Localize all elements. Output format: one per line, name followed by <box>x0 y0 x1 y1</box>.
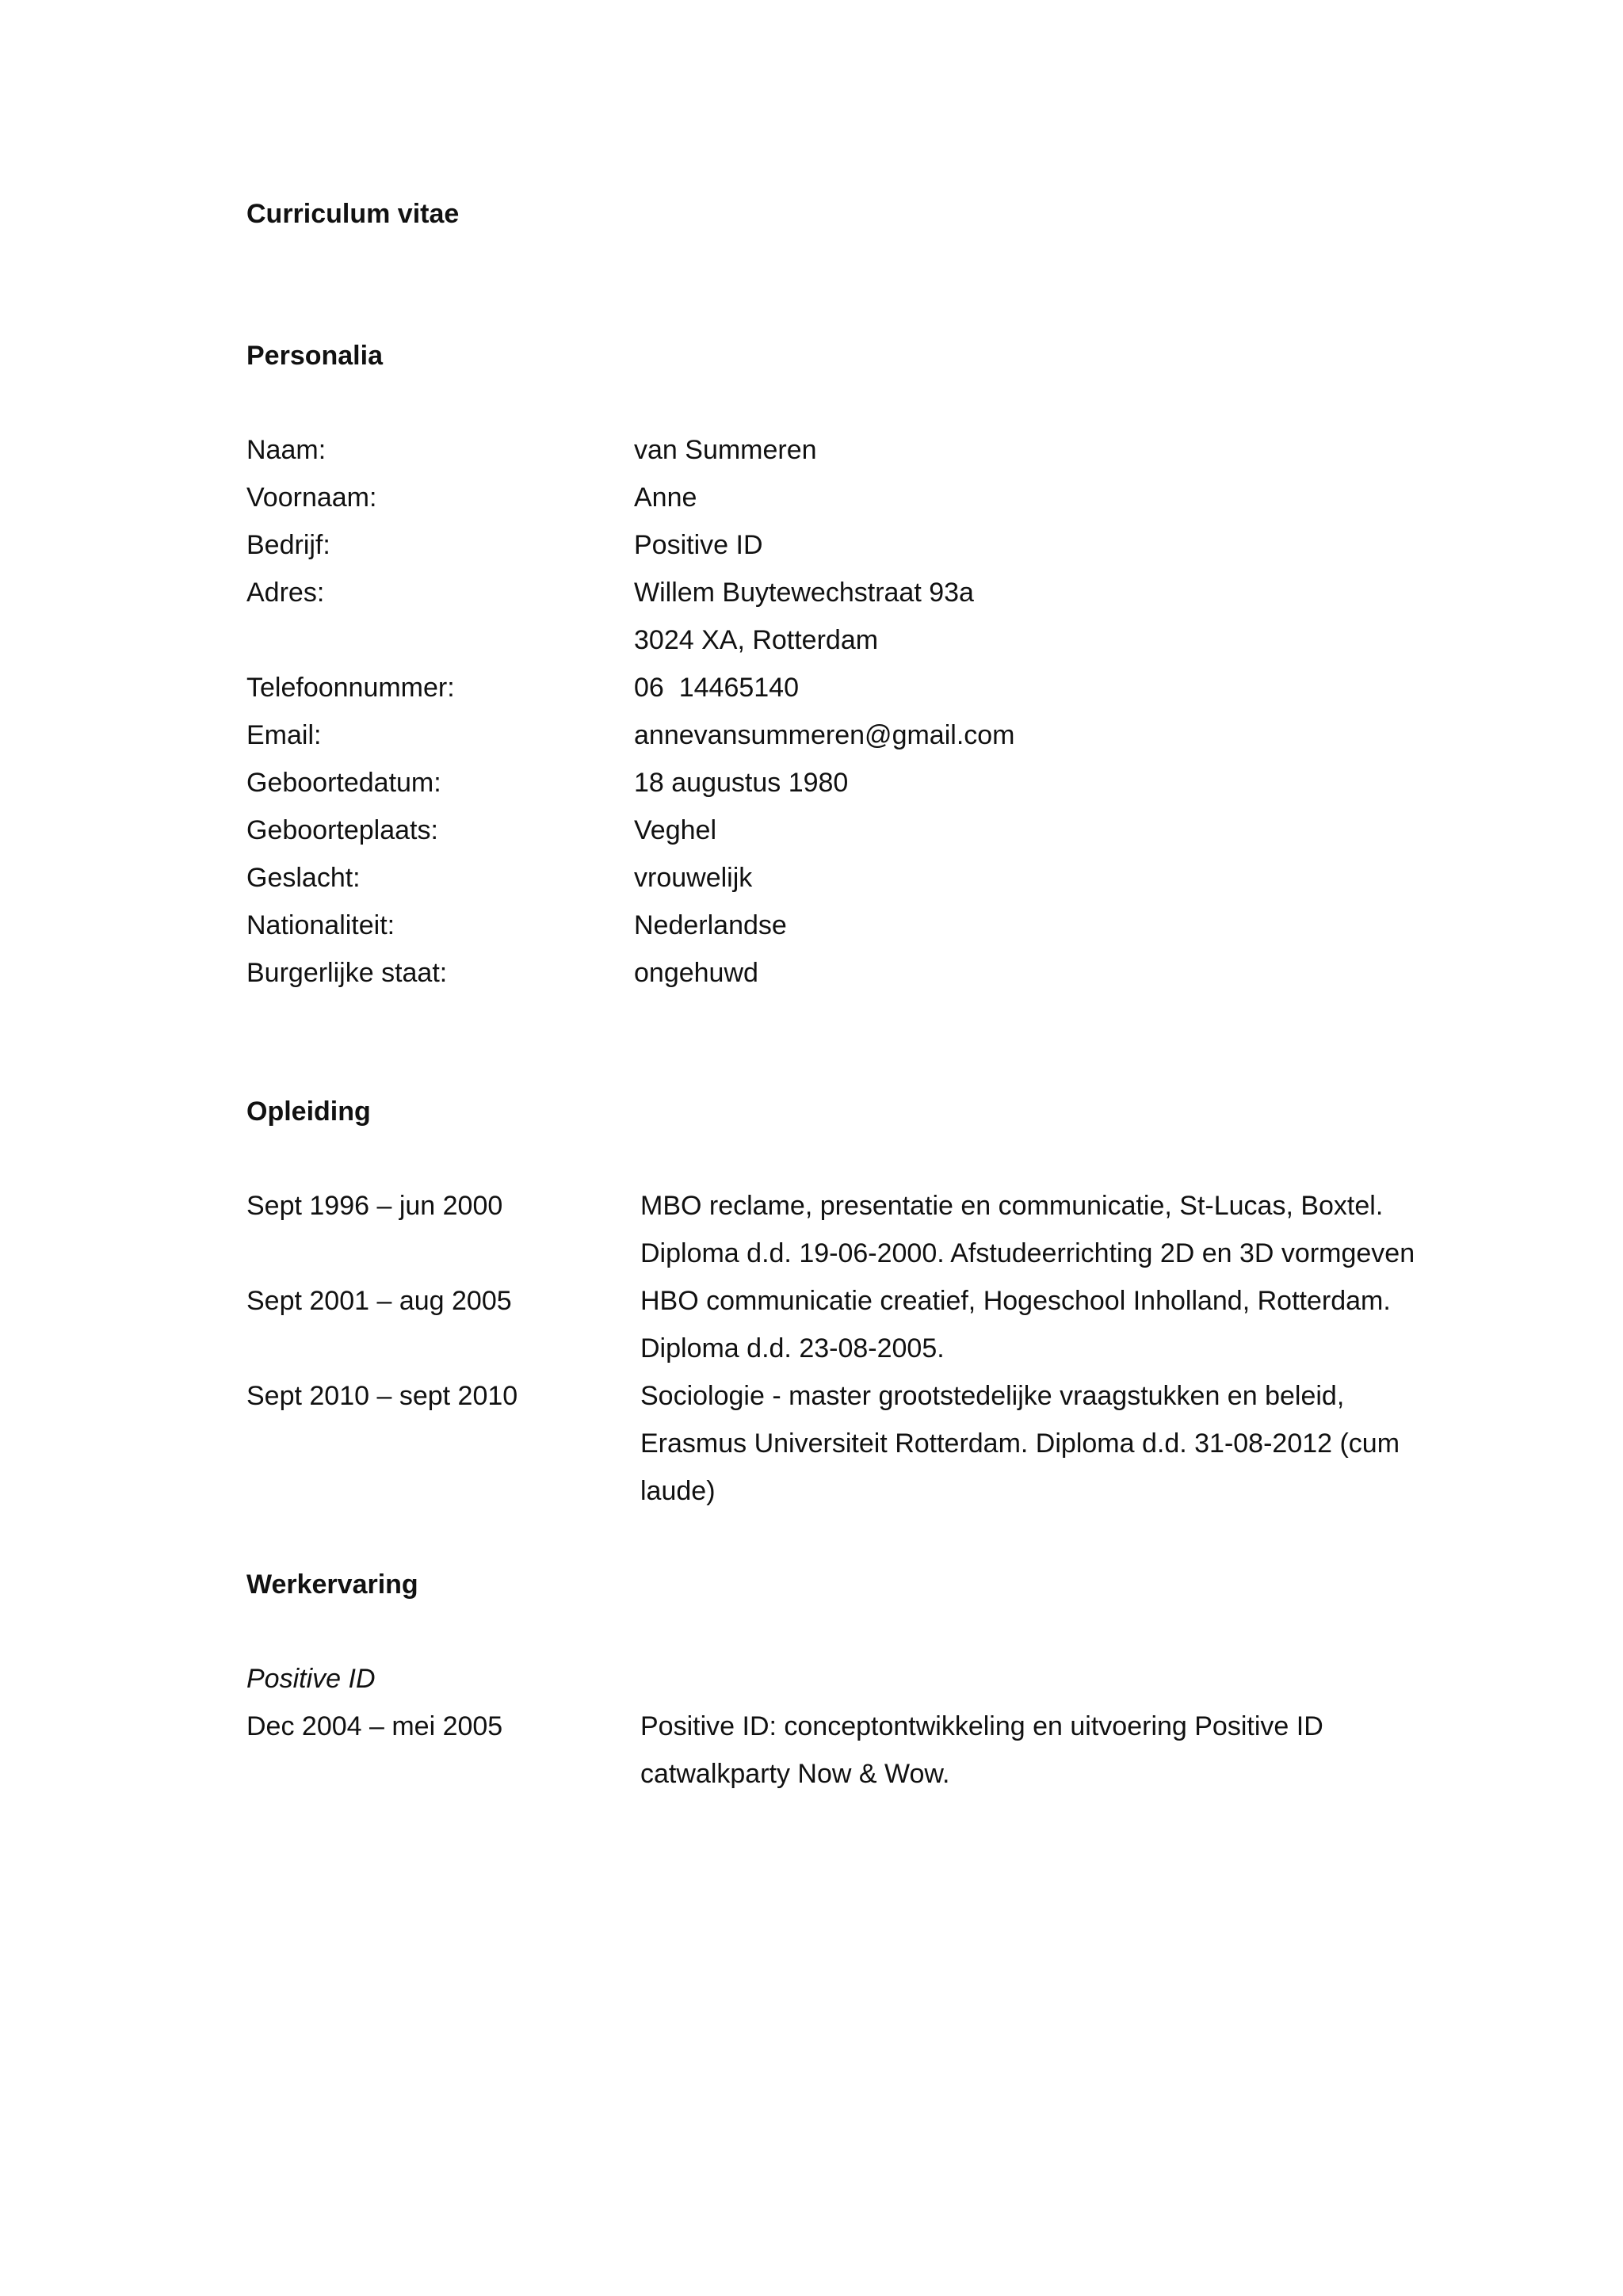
personalia-value: van Summeren <box>634 435 817 465</box>
personalia-value: Nederlandse <box>634 910 787 940</box>
personalia-label: Geboorteplaats: <box>246 815 438 845</box>
personalia-value: 06 14465140 <box>634 673 799 703</box>
section-heading-werkervaring: Werkervaring <box>246 1569 418 1600</box>
education-line: Erasmus Universiteit Rotterdam. Diploma d.d. 31-08-2012 (cum <box>640 1428 1400 1459</box>
personalia-label: Telefoonnummer: <box>246 673 455 703</box>
personalia-label: Geboortedatum: <box>246 768 441 798</box>
work-description <box>640 1703 1323 1798</box>
education-line: laude) <box>640 1476 716 1506</box>
education-line: Diploma d.d. 23-08-2005. <box>640 1333 945 1363</box>
personalia-label: Voornaam: <box>246 482 377 513</box>
personalia-value: ongehuwd <box>634 958 758 988</box>
personalia-value: Anne <box>634 482 697 513</box>
education-line: MBO reclame, presentatie en communicatie, St-Lucas, Boxtel. <box>640 1191 1384 1221</box>
personalia-label: Geslacht: <box>246 863 361 893</box>
document-title: Curriculum vitae <box>246 199 460 229</box>
education-description <box>640 1277 1391 1372</box>
education-line: Diploma d.d. 19-06-2000. Afstudeerrichting 2D en 3D vormgeven <box>640 1238 1415 1268</box>
education-description <box>640 1372 1400 1515</box>
personalia-label: Burgerlijke staat: <box>246 958 448 988</box>
work-line: catwalkparty Now & Wow. <box>640 1759 950 1789</box>
personalia-value: Willem Buytewechstraat 93a <box>634 578 974 608</box>
education-period: Sept 2010 – sept 2010 <box>246 1381 518 1411</box>
personalia-value: 3024 XA, Rotterdam <box>634 625 879 655</box>
section-heading-opleiding: Opleiding <box>246 1097 371 1127</box>
personalia-value: 18 augustus 1980 <box>634 768 849 798</box>
employer-name: Positive ID <box>246 1664 376 1694</box>
section-heading-personalia: Personalia <box>246 341 383 371</box>
work-period: Dec 2004 – mei 2005 <box>246 1711 503 1741</box>
personalia-label: Naam: <box>246 435 327 465</box>
education-description <box>640 1182 1415 1277</box>
personalia-value: vrouwelijk <box>634 863 753 893</box>
education-period: Sept 2001 – aug 2005 <box>246 1286 512 1316</box>
personalia-value: Positive ID <box>634 530 763 560</box>
personalia-label: Bedrijf: <box>246 530 330 560</box>
education-line: HBO communicatie creatief, Hogeschool Inholland, Rotterdam. <box>640 1286 1391 1316</box>
personalia-label: Adres: <box>246 578 325 608</box>
personalia-label: Nationaliteit: <box>246 910 395 940</box>
education-line: Sociologie - master grootstedelijke vraagstukken en beleid, <box>640 1381 1345 1411</box>
personalia-value: Veghel <box>634 815 716 845</box>
education-period: Sept 1996 – jun 2000 <box>246 1191 503 1221</box>
work-line: Positive ID: conceptontwikkeling en uitvoering Positive ID <box>640 1711 1323 1741</box>
personalia-label: Email: <box>246 720 322 750</box>
email-value: annevansummeren@gmail.com <box>634 720 1015 750</box>
